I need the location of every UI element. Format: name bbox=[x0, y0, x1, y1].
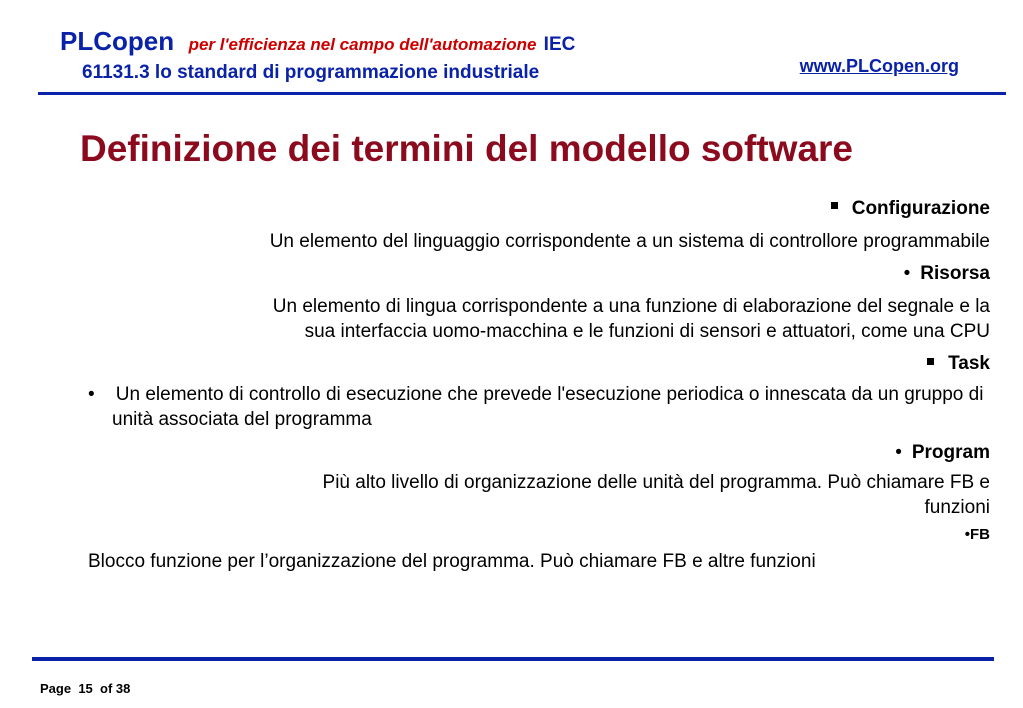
header-divider bbox=[38, 92, 1006, 95]
item-task-desc: • Un elemento di controllo di esecuzione che prevede l'esecuzione periodica o innescata da un gruppo di unità associata del programma bbox=[88, 384, 984, 430]
website-link[interactable]: www.PLCopen.org bbox=[799, 56, 959, 76]
bullet-icon: • bbox=[88, 384, 95, 406]
bullet-icon: • bbox=[903, 263, 911, 285]
square-bullet-icon bbox=[927, 358, 934, 365]
item-risorsa-desc-2: sua interfaccia uomo-macchina e le funzioni di sensori e attuatori, come una CPU bbox=[304, 320, 990, 342]
brand-name: PLCopen bbox=[60, 26, 175, 56]
item-fb-heading: •FB bbox=[964, 525, 990, 543]
item-fb-desc: Blocco funzione per l’organizzazione del programma. Può chiamare FB e altre funzioni bbox=[88, 551, 816, 573]
square-bullet-icon bbox=[831, 202, 838, 209]
bullet-icon: • bbox=[895, 441, 902, 463]
item-risorsa-desc-1: Un elemento di lingua corrispondente a una funzione di elaborazione del segnale e la bbox=[272, 296, 990, 318]
page-indicator: Page 15 of 38 bbox=[40, 681, 131, 696]
item-configurazione-heading: Configurazione bbox=[60, 197, 990, 222]
header-subtitle: 61131.3 lo standard di programmazione industriale bbox=[82, 62, 540, 83]
slide-title: Definizione dei termini del modello software bbox=[80, 128, 854, 169]
item-risorsa-heading: • Risorsa bbox=[903, 263, 990, 285]
item-program-desc-1: Più alto livello di organizzazione delle unità del programma. Può chiamare FB e bbox=[322, 472, 990, 494]
header-tagline: per l'efficienza nel campo dell'automazione bbox=[188, 35, 537, 54]
item-program-desc-2: funzioni bbox=[924, 496, 990, 518]
bullet-icon: • bbox=[964, 525, 970, 543]
header-iec: IEC bbox=[543, 34, 576, 55]
item-configurazione-desc: Un elemento del linguaggio corrispondente a un sistema di controllore programmabile bbox=[269, 230, 990, 252]
page-number: 15 bbox=[78, 681, 93, 696]
footer-divider bbox=[32, 657, 994, 661]
slide-body bbox=[60, 197, 990, 575]
header-brand bbox=[60, 26, 575, 57]
item-task-heading: Task bbox=[60, 352, 990, 377]
item-program-heading: • Program bbox=[895, 441, 990, 463]
